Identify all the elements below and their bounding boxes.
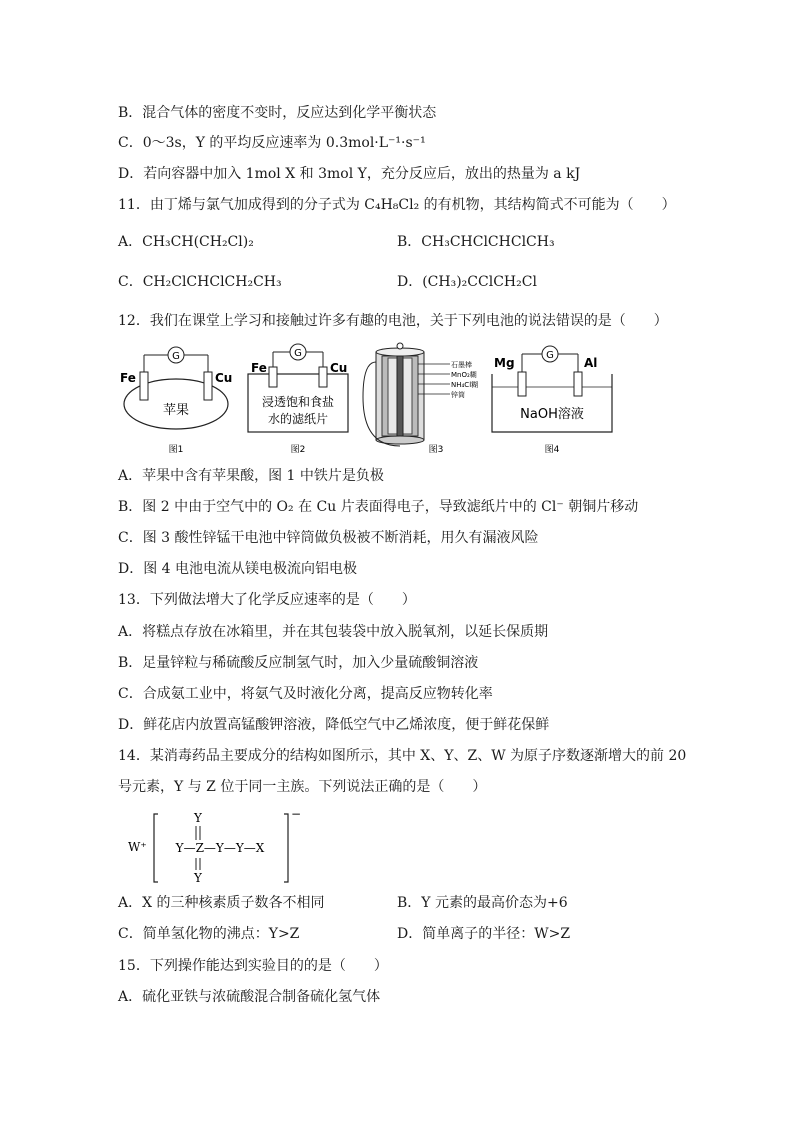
fig4-left-label: Mg	[494, 356, 515, 370]
fig1-right-label: Cu	[215, 371, 233, 385]
option-13d: D．鲜花店内放置高锰酸钾溶液，降低空气中乙烯浓度，便于鲜花保鲜	[118, 717, 550, 733]
fig2-left-label: Fe	[251, 361, 267, 375]
galvanometer-1: G	[172, 351, 180, 362]
fig2-body-1: 浸透饱和食盐	[261, 395, 335, 409]
galvanometer-4: G	[546, 350, 554, 361]
question-11: 11．由丁烯与氯气加成得到的分子式为 C₄H₈Cl₂ 的有机物，其结构简式不可能为（ ）	[118, 197, 676, 213]
option-10c: C．0～3s，Y 的平均反应速率为 0.3mol·L⁻¹·s⁻¹	[118, 135, 426, 151]
option-14c: C．简单氢化物的沸点：Y>Z	[118, 926, 300, 942]
option-10b: B．混合气体的密度不变时，反应达到化学平衡状态	[118, 105, 437, 121]
option-12b: B．图 2 中由于空气中的 O₂ 在 Cu 片表面得电子，导致滤纸片中的 Cl⁻ 朝铜片移动	[118, 499, 639, 515]
figure-3	[363, 343, 478, 455]
cation-label: W⁺	[128, 840, 147, 854]
fig3-label-graphite: 石墨棒	[451, 361, 472, 369]
chain: Y—Z—Y—Y—X	[175, 841, 265, 855]
anion-charge: −	[291, 807, 302, 821]
question-14-line2: 号元素，Y 与 Z 位于同一主族。下列说法正确的是（ ）	[118, 779, 487, 795]
fig2-caption: 图2	[290, 445, 306, 455]
option-14d: D．简单离子的半径：W>Z	[397, 926, 571, 942]
figure-4	[492, 346, 612, 455]
fig4-caption: 图4	[544, 445, 560, 455]
question-12: 12．我们在课堂上学习和接触过许多有趣的电池，关于下列电池的说法错误的是（ ）	[118, 313, 668, 329]
figure-1	[120, 347, 232, 455]
question-13: 13．下列做法增大了化学反应速率的是（ ）	[118, 592, 416, 608]
fig1-body: 苹果	[162, 403, 190, 418]
fig1-left-label: Fe	[120, 371, 136, 385]
fig3-label-nh4cl: NH₄Cl糊	[451, 381, 479, 389]
fig3-label-zinc: 锌筒	[451, 391, 465, 399]
option-10d: D．若向容器中加入 1mol X 和 3mol Y，充分反应后，放出的热量为 a kJ	[118, 166, 581, 182]
question-15: 15．下列操作能达到实验目的的是（ ）	[118, 958, 388, 974]
option-11b: B．CH₃CHClCHClCH₃	[397, 234, 555, 250]
fig2-right-label: Cu	[330, 361, 348, 375]
fig3-label-mno2: MnO₂糊	[451, 371, 477, 379]
option-11a: A．CH₃CH(CH₂Cl)₂	[118, 234, 254, 250]
option-12c: C．图 3 酸性锌锰干电池中锌筒做负极被不断消耗，用久有漏液风险	[118, 530, 539, 546]
option-13c: C．合成氨工业中，将氨气及时液化分离，提高反应物转化率	[118, 686, 493, 702]
battery-figures	[118, 342, 618, 460]
bottom-atom: Y	[194, 871, 202, 885]
figure-2	[248, 344, 348, 455]
option-13b: B．足量锌粒与稀硫酸反应制氢气时，加入少量硫酸铜溶液	[118, 655, 479, 671]
option-11c: C．CH₂ClCHClCH₂CH₃	[118, 274, 282, 290]
option-11d: D．(CH₃)₂CClCH₂Cl	[397, 274, 537, 290]
fig1-caption: 图1	[168, 445, 184, 455]
option-15a: A．硫化亚铁与浓硫酸混合制备硫化氢气体	[118, 989, 381, 1005]
option-13a: A．将糕点存放在冰箱里，并在其包装袋中放入脱氧剂，以延长保质期	[118, 624, 549, 640]
option-12d: D．图 4 电池电流从镁电极流向铝电极	[118, 561, 358, 577]
option-12a: A．苹果中含有苹果酸，图 1 中铁片是负极	[118, 468, 384, 484]
option-14b: B．Y 元素的最高价态为+6	[397, 895, 568, 911]
galvanometer-2: G	[294, 348, 302, 359]
structure-diagram	[128, 806, 302, 888]
fig4-right-label: Al	[584, 356, 598, 370]
fig2-body-2: 水的滤纸片	[267, 412, 329, 426]
top-atom: Y	[194, 811, 202, 825]
option-14a: A．X 的三种核素质子数各不相同	[118, 895, 325, 911]
fig4-body: NaOH溶液	[520, 407, 584, 422]
fig3-caption: 图3	[428, 445, 444, 455]
question-14-line1: 14．某消毒药品主要成分的结构如图所示，其中 X、Y、Z、W 为原子序数逐渐增大的前 20	[118, 748, 687, 764]
